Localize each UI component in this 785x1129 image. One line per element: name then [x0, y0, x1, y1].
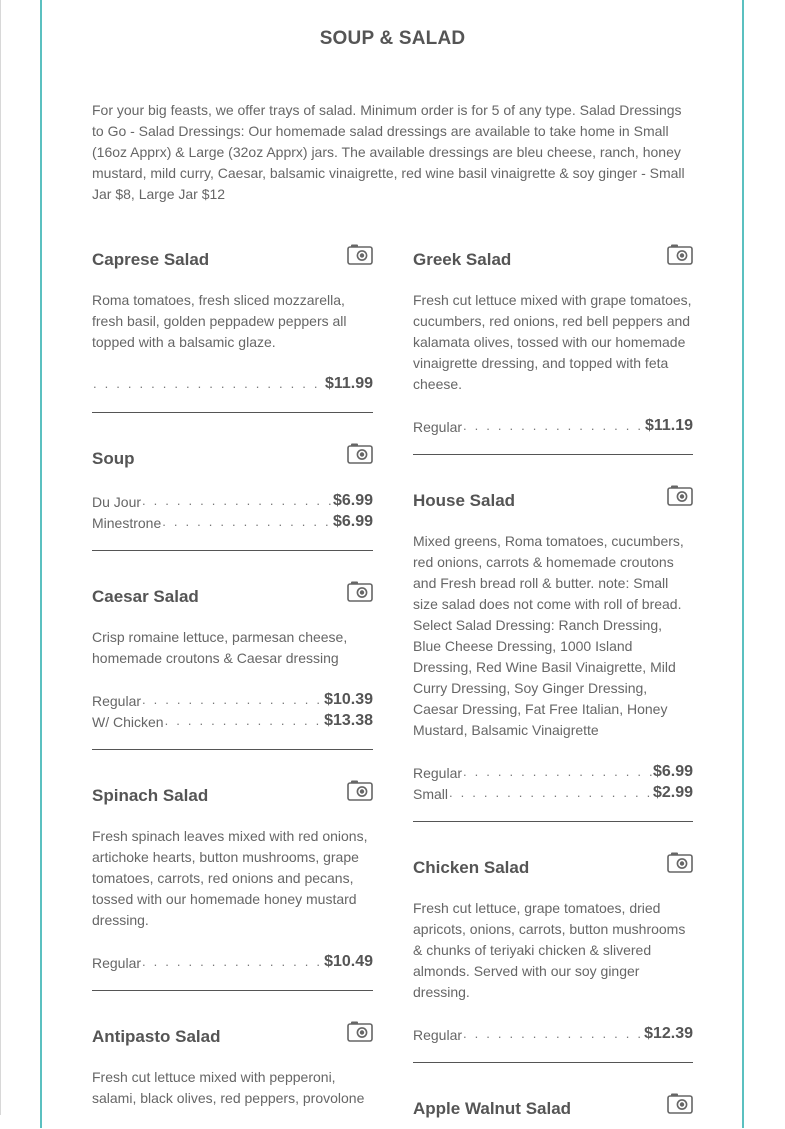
price-row — [92, 709, 373, 730]
menu-item-description: Mixed greens, Roma tomatoes, cucumbers, red onions, carrots & homemade croutons and Fresh bread roll & butter. note: Small size salad does not come with roll of bread. Select Salad Dressing: Ranch Dressing, Blue Cheese Dressing, 1000 Island Dressing, Red Wine Basil Vinaigrette, Mild Curry Dressing, Soy Ginger Dressing, Caesar Dressing, Fat Free Italian, Honey Mustard, Balsamic Vinaigrette — [413, 533, 684, 738]
menu-item-title: Apple Walnut Salad — [413, 1099, 572, 1118]
camera-icon[interactable] — [347, 580, 373, 602]
price-value: $13.38 — [324, 712, 373, 729]
menu-item-header — [92, 240, 373, 280]
menu-item-header — [92, 577, 373, 617]
menu-item-caprese-salad — [92, 240, 373, 413]
menu-item-header — [413, 481, 693, 521]
price-label: Regular — [92, 955, 142, 971]
menu-item-description: Fresh cut lettuce, grape tomatoes, dried apricots, onions, carrots, button mushrooms & chunks of teriyaki chicken & slivered almonds. Served with our soy ginger dressing. — [413, 900, 686, 1000]
menu-item-header — [92, 1017, 373, 1057]
price-list — [413, 760, 693, 802]
menu-item-greek-salad — [413, 240, 693, 455]
dot-leader — [463, 1025, 643, 1043]
price-row — [92, 372, 373, 393]
price-label: Regular — [413, 419, 463, 435]
price-list — [92, 950, 373, 971]
price-row — [92, 489, 373, 510]
price-value: $2.99 — [652, 784, 693, 801]
menu-item-title: Caprese Salad — [92, 250, 210, 269]
price-list — [413, 414, 693, 435]
item-divider — [413, 1062, 693, 1063]
camera-icon[interactable] — [347, 779, 373, 801]
item-divider — [92, 749, 373, 750]
dot-leader — [93, 375, 324, 393]
price-value: $10.39 — [324, 691, 373, 708]
price-label: Regular — [413, 765, 463, 781]
menu-item-description: Crisp romaine lettuce, parmesan cheese, homemade croutons & Caesar dressing — [92, 629, 348, 666]
dot-leader — [142, 492, 332, 510]
menu-item-header — [413, 848, 693, 888]
camera-icon[interactable] — [667, 243, 693, 265]
price-label: Minestrone — [92, 515, 162, 531]
menu-column-left — [92, 240, 373, 1109]
price-row — [92, 510, 373, 531]
menu-item-title: Antipasto Salad — [92, 1027, 221, 1046]
menu-item-caesar-salad — [92, 577, 373, 750]
dot-leader — [142, 953, 323, 971]
price-value: $6.99 — [652, 763, 693, 780]
price-value: $11.99 — [324, 375, 373, 392]
menu-item-title: Greek Salad — [413, 250, 512, 269]
menu-item-soup — [92, 439, 373, 551]
camera-icon[interactable] — [667, 851, 693, 873]
price-row — [413, 414, 693, 435]
camera-icon[interactable] — [347, 1020, 373, 1042]
camera-icon[interactable] — [667, 484, 693, 506]
price-label: Small — [413, 786, 449, 802]
menu-item-spinach-salad — [92, 776, 373, 991]
menu-item-header — [413, 1089, 693, 1129]
menu-item-header — [413, 240, 693, 280]
price-value: $10.49 — [324, 953, 373, 970]
menu-item-title: Caesar Salad — [92, 587, 199, 606]
dot-leader — [162, 513, 332, 531]
item-divider — [413, 454, 693, 455]
price-value: $6.99 — [332, 492, 373, 509]
dot-leader — [142, 691, 323, 709]
dot-leader — [449, 784, 652, 802]
menu-item-title: Chicken Salad — [413, 858, 530, 877]
price-row — [413, 781, 693, 802]
price-list — [92, 688, 373, 730]
price-list — [413, 1022, 693, 1043]
menu-item-description: Fresh cut lettuce mixed with grape tomatoes, cucumbers, red onions, red bell peppers and kalamata olives, tossed with our homemade vinaigrette dressing, and topped with feta cheese. — [413, 292, 692, 392]
menu-item-antipasto-salad — [92, 1017, 373, 1109]
price-label: Regular — [92, 693, 142, 709]
dot-leader — [463, 417, 644, 435]
camera-icon[interactable] — [667, 1092, 693, 1114]
menu-item-house-salad — [413, 481, 693, 822]
price-value: $11.19 — [644, 417, 693, 434]
menu-item-description: Fresh cut lettuce mixed with pepperoni, salami, black olives, red peppers, provolone — [92, 1069, 365, 1106]
intro-text: For your big feasts, we offer trays of salad. Minimum order is for 5 of any type. Salad Dressings to Go - Salad Dressings: Our homemade salad dressings are available to take home in Small (16oz Apprx) & Large (32oz Apprx) jars. The available dressings are bleu cheese, ranch, honey mustard, mild curry, Caesar, balsamic vinaigrette, red wine basil vinaigrette & soy ginger - Small Jar $8, Large Jar $12 — [92, 102, 685, 202]
camera-icon[interactable] — [347, 442, 373, 464]
item-divider — [92, 990, 373, 991]
dot-leader — [463, 763, 652, 781]
menu-item-chicken-salad — [413, 848, 693, 1063]
menu-item-description: Roma tomatoes, fresh sliced mozzarella, fresh basil, golden peppadew peppers all topped with a balsamic glaze. — [92, 292, 347, 350]
price-value: $6.99 — [332, 513, 373, 530]
menu-item-title: Soup — [92, 449, 135, 468]
price-label: W/ Chicken — [92, 714, 164, 730]
price-list — [92, 489, 373, 531]
menu-item-title: Spinach Salad — [92, 786, 209, 805]
menu-item-apple-walnut-salad — [413, 1089, 693, 1129]
price-row — [92, 688, 373, 709]
item-divider — [92, 412, 373, 413]
price-label: Regular — [413, 1027, 463, 1043]
price-list — [92, 372, 373, 393]
price-value: $12.39 — [644, 1025, 693, 1042]
price-row — [92, 950, 373, 971]
menu-item-title: House Salad — [413, 491, 516, 510]
menu-item-header — [92, 439, 373, 479]
dot-leader — [165, 712, 323, 730]
price-label: Du Jour — [92, 494, 142, 510]
item-divider — [413, 821, 693, 822]
item-divider — [92, 550, 373, 551]
menu-item-header — [92, 776, 373, 816]
menu-item-description: Fresh spinach leaves mixed with red onions, artichoke hearts, button mushrooms, grape tomatoes, carrots, red onions and pecans, tossed with our homemade honey mustard dressing. — [92, 828, 368, 928]
price-row — [413, 760, 693, 781]
camera-icon[interactable] — [347, 243, 373, 265]
menu-column-right — [413, 240, 693, 1129]
page-edge-line — [0, 0, 1, 1115]
price-row — [413, 1022, 693, 1043]
page-title: SOUP & SALAD — [319, 28, 466, 49]
